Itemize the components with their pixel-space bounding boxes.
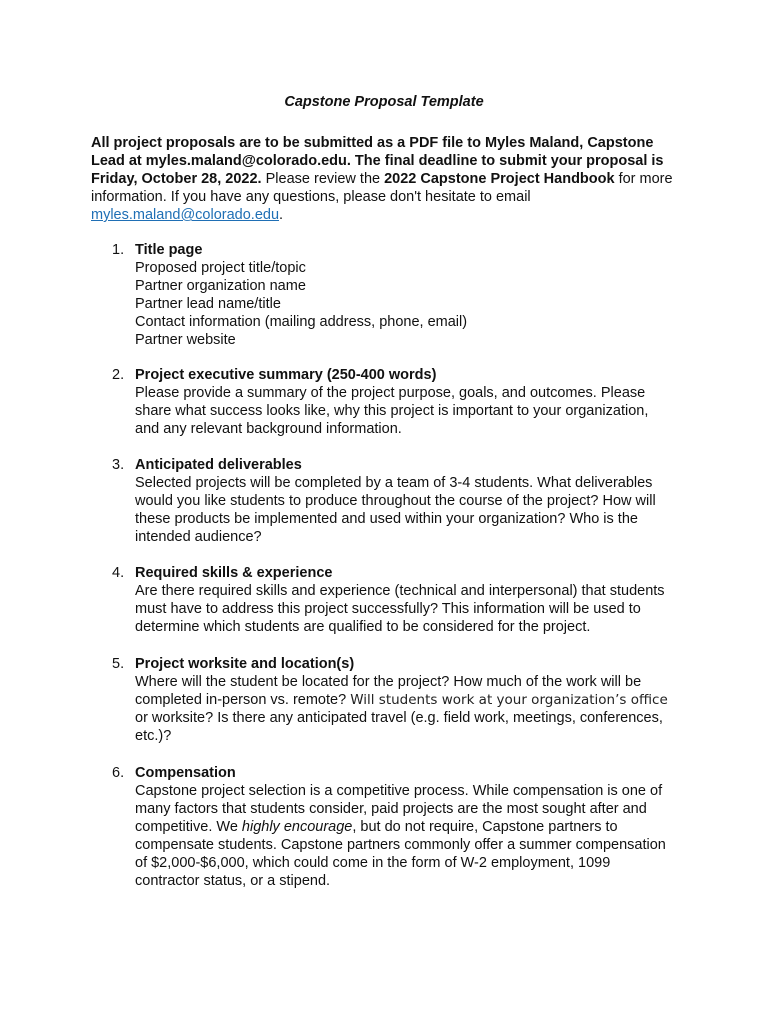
section-required-skills [91, 564, 691, 636]
section-body [135, 673, 675, 745]
section-heading: Title page [135, 242, 203, 258]
intro-text-2: for more information. If you have any questions, please don't hesitate to email [91, 171, 673, 205]
body-text: or worksite? Is there any anticipated travel (e.g. field work, meetings, conferences, etc.)? [135, 710, 663, 744]
section-heading: Compensation [135, 765, 236, 781]
section-deliverables [91, 456, 691, 546]
line-item: Partner organization name [135, 278, 306, 294]
section-body: Please provide a summary of the project purpose, goals, and outcomes. Please share what success looks like, why this project is important to your organization, and any relevant background information. [135, 385, 649, 437]
section-body: Selected projects will be completed by a team of 3-4 students. What deliverables would you like students to produce throughout the course of the project? How will these products be implemented and used within your organization? Who is the intended audience? [135, 475, 656, 545]
intro-bold-deadline: All project proposals are to be submitted as a PDF file to Myles Maland, Capstone Lead at myles.maland@colorado.edu. The final deadline to submit your proposal is Friday, October 28, 2022. [91, 135, 664, 187]
email-link[interactable]: myles.maland@colorado.edu [91, 207, 280, 223]
section-heading: Anticipated deliverables [135, 457, 302, 473]
section-heading: Required skills & experience [135, 565, 333, 581]
section-body: Are there required skills and experience (technical and interpersonal) that students must have to address this project successfully? This information will be used to determine which students are qualified to be considered for the project. [135, 583, 665, 635]
section-body [135, 782, 675, 890]
intro-text-3: . [279, 207, 284, 223]
section-number: 3. [112, 457, 125, 473]
line-item: Proposed project title/topic [135, 260, 306, 276]
section-number: 6. [112, 765, 125, 781]
section-worksite [91, 655, 691, 745]
section-number: 5. [112, 656, 125, 672]
section-lines [135, 259, 691, 349]
line-item: Partner lead name/title [135, 296, 281, 312]
section-title-page [91, 241, 691, 349]
section-heading: Project worksite and location(s) [135, 656, 355, 672]
body-text: Capstone project selection is a competitive process. While compensation is one of many factors that students consider, paid projects are the most sought after and competitive. We [135, 783, 663, 835]
body-text: , but do not require, Capstone partners to compensate students. Capstone partners commonly offer a summer compensation of $2,000-$6,000, which could come in the form of W-2 employment, 1099 contractor status, or a stipend. [135, 819, 666, 889]
section-compensation [91, 764, 691, 890]
line-item: Contact information (mailing address, phone, email) [135, 314, 468, 330]
section-executive-summary [91, 366, 691, 438]
section-number: 1. [112, 242, 125, 258]
section-number: 2. [112, 367, 125, 383]
body-text-alt-font: Will students work at your organization’s office [350, 692, 668, 708]
document-title: Capstone Proposal Template [284, 94, 484, 110]
body-text: Where will the student be located for the project? How much of the work will be completed in-person vs. remote? [135, 674, 642, 708]
section-number: 4. [112, 565, 125, 581]
body-text-italic: highly encourage [241, 819, 353, 835]
section-heading: Project executive summary (250-400 words) [135, 367, 437, 383]
intro-text-1: Please review the [261, 171, 385, 187]
line-item: Partner website [135, 332, 236, 348]
intro-bold-handbook: 2022 Capstone Project Handbook [384, 171, 615, 187]
intro-paragraph [91, 134, 691, 224]
